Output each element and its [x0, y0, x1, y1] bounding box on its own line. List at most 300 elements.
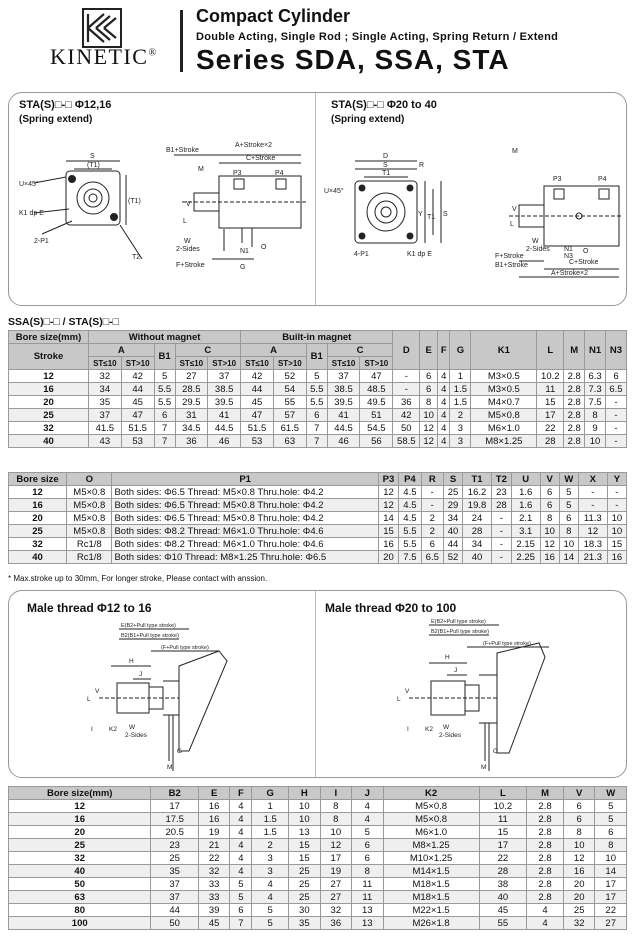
svg-text:N1: N1 [240, 248, 249, 255]
col-header: Y [607, 473, 626, 486]
bore-size-cell: 32 [9, 422, 89, 435]
table-cell: - [491, 551, 511, 564]
table-cell: 46 [208, 435, 241, 448]
table-cell: M5×0.8 [67, 525, 112, 538]
table-cell: 10.2 [479, 800, 527, 813]
st-gt-10: ST>10 [121, 357, 154, 370]
svg-text:2-Sides: 2-Sides [125, 732, 148, 739]
st-le-10: ST≤10 [89, 357, 122, 370]
table-cell: 54 [273, 383, 306, 396]
table-cell: 17 [320, 852, 351, 865]
table-cell: 37 [151, 891, 199, 904]
table-cell: 4 [230, 865, 252, 878]
table-cell: 8 [585, 409, 606, 422]
bore-size-cell: 12 [9, 370, 89, 383]
table-cell: 12 [578, 525, 607, 538]
table-cell: 12 [540, 538, 559, 551]
st-gt-10: ST>10 [208, 357, 241, 370]
table3-header-row [9, 787, 627, 800]
table-cell: 47 [241, 409, 274, 422]
table1-body [9, 370, 627, 448]
st-le-10: ST≤10 [241, 357, 274, 370]
table-cell: 16.2 [463, 486, 492, 499]
svg-text:V: V [405, 688, 410, 695]
table-cell: 12 [420, 422, 438, 435]
table-cell: 28 [463, 525, 492, 538]
table-cell: 5.5 [154, 383, 175, 396]
table-cell: 5.5 [399, 525, 421, 538]
table-cell: 32 [198, 865, 229, 878]
table-row [9, 878, 627, 891]
bore-size-cell: 20 [9, 396, 89, 409]
col-header-L: L [537, 331, 564, 370]
stroke-header: Stroke [9, 344, 89, 370]
table-cell: 4 [230, 839, 252, 852]
table-cell: 1.6 [511, 499, 540, 512]
svg-text:E(B2+Pull type stroke): E(B2+Pull type stroke) [431, 619, 486, 625]
st-le-10: ST≤10 [327, 357, 360, 370]
table-cell: Both sides: Φ8.2 Thread: M6×1.0 Thru.hole: Φ4.6 [112, 538, 378, 551]
table-row [9, 370, 627, 383]
table-cell: 5 [352, 826, 383, 839]
table-cell: 22 [595, 904, 627, 917]
table-cell: 27 [320, 891, 351, 904]
table3-body [9, 800, 627, 930]
table-cell: 7 [154, 435, 175, 448]
svg-text:C+Stroke: C+Stroke [246, 155, 276, 162]
table-cell: 51 [360, 409, 393, 422]
table-cell: 41.5 [89, 422, 122, 435]
table-cell: 29 [443, 499, 462, 512]
table-cell: 10 [563, 839, 594, 852]
table-row [9, 852, 627, 865]
table-cell: 2.8 [564, 435, 585, 448]
table-cell: 3 [450, 435, 471, 448]
table-cell: - [605, 396, 626, 409]
table-cell: 63 [273, 435, 306, 448]
table-cell: 11 [352, 878, 383, 891]
col-header: G [252, 787, 289, 800]
col-header: V [540, 473, 559, 486]
svg-text:G: G [240, 264, 246, 271]
table-cell: M18×1.5 [383, 878, 479, 891]
table-cell: 4 [438, 435, 450, 448]
table-cell: 6 [420, 370, 438, 383]
table-cell: 10 [289, 813, 320, 826]
col-header-D: D [393, 331, 420, 370]
table-cell: 17 [537, 409, 564, 422]
table-cell: 16 [607, 551, 626, 564]
table-cell: 5 [559, 486, 578, 499]
table-cell: 17 [595, 878, 627, 891]
svg-text:M: M [198, 166, 204, 173]
table-cell: 5 [252, 904, 289, 917]
col-header-G: G [450, 331, 471, 370]
table1-title: SSA(S)□-□ / STA(S)□-□ [8, 316, 119, 328]
col-header-B1: B1 [154, 344, 175, 370]
table-cell: 4 [230, 826, 252, 839]
table-cell: 5 [252, 917, 289, 930]
table-cell: 29.5 [175, 396, 208, 409]
table-cell: 34 [89, 383, 122, 396]
table-cell: - [605, 435, 626, 448]
bore-size-cell: 63 [9, 891, 151, 904]
table-row [9, 826, 627, 839]
table-cell: 25 [443, 486, 462, 499]
svg-text:C+Stroke: C+Stroke [569, 259, 599, 266]
svg-text:(F+Pull type stroke): (F+Pull type stroke) [483, 641, 531, 647]
svg-text:L: L [397, 696, 401, 703]
table-cell: 13 [352, 904, 383, 917]
col-header: O [67, 473, 112, 486]
table-cell: M10×1.25 [383, 852, 479, 865]
table-cell: 44.5 [208, 422, 241, 435]
table-cell: 27 [175, 370, 208, 383]
table-cell: 45 [121, 396, 154, 409]
table-cell: 55 [479, 917, 527, 930]
male-thread-right-title: Male thread Φ20 to 100 [325, 601, 457, 615]
table-cell: 42 [121, 370, 154, 383]
svg-text:H: H [129, 658, 134, 665]
without-magnet-header: Without magnet [89, 331, 241, 344]
table-cell: 37 [151, 878, 199, 891]
table-cell: 6 [559, 512, 578, 525]
table-cell: 44 [241, 383, 274, 396]
table-cell: 4 [527, 904, 564, 917]
table-cell: 22 [198, 852, 229, 865]
table-cell: 6 [230, 904, 252, 917]
table-cell: 40 [443, 525, 462, 538]
table-row [9, 422, 627, 435]
col-header: P1 [112, 473, 378, 486]
col-header: W [559, 473, 578, 486]
table-cell: 1.5 [450, 383, 471, 396]
table-cell: 6 [563, 800, 594, 813]
table-cell: 10 [320, 826, 351, 839]
table-cell: 1 [252, 800, 289, 813]
table-cell: 2.8 [564, 422, 585, 435]
table-row [9, 435, 627, 448]
table-cell: 2.8 [527, 891, 564, 904]
table-cell: 55 [273, 396, 306, 409]
table-cell: M5×0.8 [471, 409, 537, 422]
col-header-C-magnet: C [327, 344, 393, 357]
table-cell: 32 [89, 370, 122, 383]
table-cell: 20 [378, 551, 398, 564]
svg-text:L: L [510, 221, 514, 228]
table-row [9, 839, 627, 852]
table-cell: 7.5 [585, 396, 606, 409]
table-cell: 4 [352, 813, 383, 826]
table-cell: 2.8 [564, 396, 585, 409]
table-cell: 25 [289, 878, 320, 891]
svg-text:I: I [91, 726, 93, 733]
table-cell: 37 [89, 409, 122, 422]
col-header-A-magnet: A [241, 344, 307, 357]
table-cell: 17 [151, 800, 199, 813]
col-header-M: M [564, 331, 585, 370]
bore-size-cell: 25 [9, 409, 89, 422]
table-cell: 23 [491, 486, 511, 499]
kinetic-logo-icon [82, 8, 122, 48]
svg-text:A+Stroke×2: A+Stroke×2 [235, 142, 272, 149]
bore-size-header: Bore size(mm) [9, 331, 89, 344]
svg-text:K2: K2 [109, 726, 117, 733]
table2-header-row [9, 473, 627, 486]
col-header: L [479, 787, 527, 800]
table-cell: 12 [378, 486, 398, 499]
col-header-F: F [438, 331, 450, 370]
table-cell: 5 [230, 891, 252, 904]
svg-text:2-Sides: 2-Sides [439, 732, 462, 739]
table-cell: 57 [273, 409, 306, 422]
table-cell: 41 [327, 409, 360, 422]
svg-text:K2: K2 [425, 726, 433, 733]
table-cell: 6 [421, 538, 443, 551]
table-cell: 10 [585, 435, 606, 448]
svg-text:W: W [129, 724, 136, 731]
table-cell: Both sides: Φ8.2 Thread: M6×1.0 Thru.hole: Φ4.6 [112, 525, 378, 538]
col-header-N3: N3 [605, 331, 626, 370]
table-cell: - [605, 409, 626, 422]
table-cell: 17.5 [151, 813, 199, 826]
svg-text:U×45°: U×45° [19, 181, 39, 188]
table-cell: 4 [230, 852, 252, 865]
st-le-10: ST≤10 [175, 357, 208, 370]
table-cell: 37 [208, 370, 241, 383]
table-cell: 11.3 [578, 512, 607, 525]
table-cell: 2.8 [564, 370, 585, 383]
table-cell: 24 [463, 512, 492, 525]
table-cell: - [491, 512, 511, 525]
col-header-E: E [420, 331, 438, 370]
table-cell: 52 [273, 370, 306, 383]
table-cell: - [491, 525, 511, 538]
table-cell: 46 [327, 435, 360, 448]
table-cell: 1.5 [252, 826, 289, 839]
table-cell: 7 [306, 435, 327, 448]
svg-text:4-P1: 4-P1 [354, 251, 369, 258]
bore-size-cell: 20 [9, 512, 67, 525]
table-cell: 52 [443, 551, 462, 564]
table-cell: - [607, 499, 626, 512]
table-cell: 4.5 [399, 486, 421, 499]
table-cell: 4 [438, 422, 450, 435]
table-cell: 2.8 [564, 383, 585, 396]
col-header-B1-magnet: B1 [306, 344, 327, 370]
table-cell: M5×0.8 [383, 800, 479, 813]
table-cell: 6 [605, 370, 626, 383]
bore-size-cell: 50 [9, 878, 151, 891]
svg-text:P4: P4 [598, 176, 607, 183]
table-cell: M6×1.0 [383, 826, 479, 839]
table-cell: 31 [175, 409, 208, 422]
svg-text:N1: N1 [564, 246, 573, 253]
table-row [9, 525, 627, 538]
table-cell: 15 [607, 538, 626, 551]
stroke-note: * Max.stroke up to 30mm, For longer stroke, Please contact with anssion. [8, 574, 268, 583]
bore-size-cell: 40 [9, 435, 89, 448]
table-cell: 2.15 [511, 538, 540, 551]
left-drawing-title: STA(S)□-□ Φ12,16 [19, 99, 112, 111]
table-cell: Both sides: Φ6.5 Thread: M5×0.8 Thru.hole: Φ4.2 [112, 499, 378, 512]
bore-size-cell: 16 [9, 383, 89, 396]
bore-size-cell: 25 [9, 525, 67, 538]
dimensions-table-2 [8, 472, 627, 564]
male-thread-20-100-drawing [379, 619, 619, 775]
svg-text:M: M [167, 764, 173, 771]
table-cell: 5 [306, 370, 327, 383]
table-cell: 16 [198, 813, 229, 826]
table-cell: 20 [563, 878, 594, 891]
svg-text:F+Stroke: F+Stroke [495, 253, 524, 260]
table-cell: 19 [198, 826, 229, 839]
table-cell: 34 [443, 512, 462, 525]
table-cell: 4 [230, 800, 252, 813]
table-row [9, 551, 627, 564]
svg-text:F+Stroke: F+Stroke [176, 262, 205, 269]
table-cell: 20 [563, 891, 594, 904]
col-header-A: A [89, 344, 155, 357]
svg-text:2-P1: 2-P1 [34, 238, 49, 245]
svg-text:J: J [139, 671, 143, 678]
svg-text:W: W [443, 724, 450, 731]
table-cell: 2.8 [527, 878, 564, 891]
table-cell: M5×0.8 [67, 486, 112, 499]
male-thread-12-16-drawing [69, 621, 309, 775]
col-header: P4 [399, 473, 421, 486]
table-cell: 4 [527, 917, 564, 930]
table-cell: M8×1.25 [471, 435, 537, 448]
table-cell: 15 [289, 839, 320, 852]
table-cell: 32 [563, 917, 594, 930]
table-cell: 42 [241, 370, 274, 383]
table-cell: 5.5 [399, 538, 421, 551]
col-header: I [320, 787, 351, 800]
table-cell: 56 [360, 435, 393, 448]
table-cell: 6.3 [585, 370, 606, 383]
col-header: P3 [378, 473, 398, 486]
series-title: Series SDA, SSA, STA [196, 44, 510, 75]
table-cell: 16 [540, 551, 559, 564]
table-cell: 8 [595, 839, 627, 852]
table-cell: 35 [289, 917, 320, 930]
table-cell: 10 [540, 525, 559, 538]
table-cell: 8 [320, 813, 351, 826]
table-cell: - [578, 499, 607, 512]
table-row [9, 396, 627, 409]
svg-text:R: R [419, 162, 425, 169]
table-cell: 2.8 [527, 800, 564, 813]
table-cell: 23 [151, 839, 199, 852]
table-cell: M5×0.8 [67, 499, 112, 512]
table-cell: 4 [438, 383, 450, 396]
table-cell: Both sides: Φ6.5 Thread: M5×0.8 Thru.hole: Φ4.2 [112, 512, 378, 525]
table-row [9, 891, 627, 904]
table-cell: 33 [198, 891, 229, 904]
table-cell: 12 [320, 839, 351, 852]
table-cell: 4.5 [399, 499, 421, 512]
svg-text:M: M [512, 148, 518, 155]
page-subtitle: Double Acting, Single Rod ; Single Acting, Spring Return / Extend [196, 31, 559, 43]
table-cell: 5 [559, 499, 578, 512]
table-cell: 5 [595, 800, 627, 813]
bore-size-cell: 100 [9, 917, 151, 930]
table-cell: M18×1.5 [383, 891, 479, 904]
table-cell: 45 [241, 396, 274, 409]
table-cell: 12 [563, 852, 594, 865]
col-header: H [289, 787, 320, 800]
table-cell: 1.5 [450, 396, 471, 409]
table-cell: 38 [479, 878, 527, 891]
table-cell: 17 [595, 891, 627, 904]
st-gt-10: ST>10 [273, 357, 306, 370]
table-cell: 4 [252, 891, 289, 904]
male-thread-left-title: Male thread Φ12 to 16 [27, 601, 152, 615]
table-cell: 34.5 [175, 422, 208, 435]
table-cell: 10 [559, 538, 578, 551]
table-cell: 25 [289, 865, 320, 878]
svg-text:2-Sides: 2-Sides [526, 246, 550, 253]
table-cell: 6 [154, 409, 175, 422]
table-cell: - [605, 422, 626, 435]
bore-size-cell: 32 [9, 538, 67, 551]
table-cell: 6 [352, 852, 383, 865]
table-cell: 13 [289, 826, 320, 839]
table-cell: 14 [378, 512, 398, 525]
table-cell: 6 [352, 839, 383, 852]
table-cell: 51.5 [121, 422, 154, 435]
svg-text:S: S [383, 162, 388, 169]
table-row [9, 499, 627, 512]
col-header-C: C [175, 344, 241, 357]
table-cell: 2 [252, 839, 289, 852]
svg-text:V: V [186, 201, 191, 208]
col-header: S [443, 473, 462, 486]
svg-text:N3: N3 [564, 253, 573, 260]
builtin-magnet-header: Built-in magnet [241, 331, 393, 344]
table-cell: Rc1/8 [67, 551, 112, 564]
table-cell: 37 [327, 370, 360, 383]
table-cell: M5×0.8 [383, 813, 479, 826]
svg-text:O: O [583, 248, 589, 255]
svg-text:M: M [481, 764, 487, 771]
table-cell: Rc1/8 [67, 538, 112, 551]
svg-text:L: L [87, 696, 91, 703]
svg-text:G: G [177, 748, 183, 755]
table-cell: 16 [378, 538, 398, 551]
table-cell: 3 [252, 865, 289, 878]
table-cell: 2.25 [511, 551, 540, 564]
table-cell: - [393, 370, 420, 383]
table-cell: 7 [230, 917, 252, 930]
table-cell: 38.5 [208, 383, 241, 396]
col-header-K1: K1 [471, 331, 537, 370]
table-cell: M22×1.5 [383, 904, 479, 917]
table-cell: 4.5 [399, 512, 421, 525]
table-cell: M14×1.5 [383, 865, 479, 878]
table-cell: 54.5 [360, 422, 393, 435]
svg-text:V: V [95, 688, 100, 695]
table-cell: 34 [463, 538, 492, 551]
table-cell: Both sides: Φ6.5 Thread: M5×0.8 Thru.hole: Φ4.2 [112, 486, 378, 499]
table-cell: 3 [450, 422, 471, 435]
table-cell: 49.5 [360, 396, 393, 409]
label-e-pull: E(B2+Pull type stroke) [121, 623, 176, 629]
col-header: U [511, 473, 540, 486]
table-cell: 10 [607, 512, 626, 525]
table-cell: 2.8 [527, 865, 564, 878]
